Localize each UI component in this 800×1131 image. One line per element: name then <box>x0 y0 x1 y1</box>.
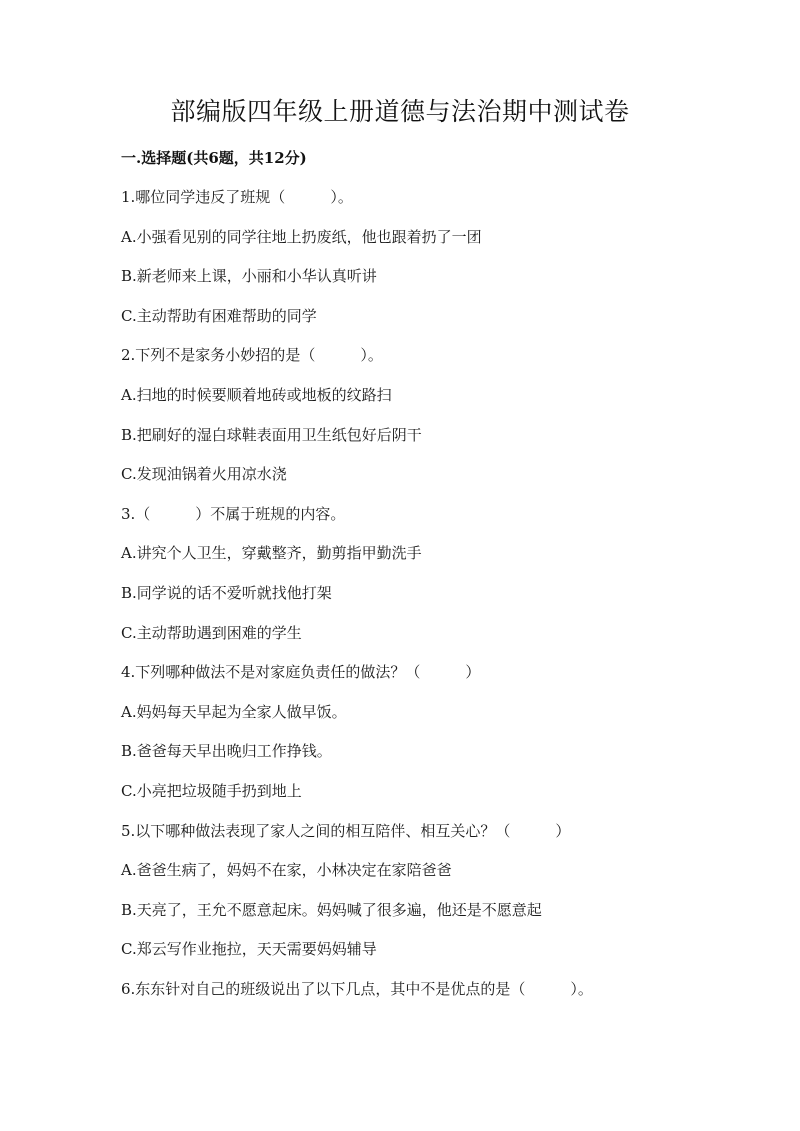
question-2-stem: 2.下列不是家务小妙招的是（ ）。 <box>121 346 383 365</box>
question-4-option-c: C.小亮把垃圾随手扔到地上 <box>121 781 302 800</box>
question-3-option-a: A.讲究个人卫生，穿戴整齐，勤剪指甲勤洗手 <box>121 544 422 563</box>
question-5-option-c: C.郑云写作业拖拉，天天需要妈妈辅导 <box>121 940 377 959</box>
question-1-option-c: C.主动帮助有困难帮助的同学 <box>121 306 317 325</box>
question-2-option-b: B.把刷好的湿白球鞋表面用卫生纸包好后阴干 <box>121 425 422 444</box>
section-heading: 一.选择题(共6题，共12分) <box>121 149 307 167</box>
question-3-stem: 3.（ ）不属于班规的内容。 <box>121 504 346 523</box>
question-5-stem: 5.以下哪种做法表现了家人之间的相互陪伴、相互关心？（ ） <box>121 821 571 840</box>
question-4-option-b: B.爸爸每天早出晚归工作挣钱。 <box>121 742 332 761</box>
question-5-option-b: B.天亮了，王允不愿意起床。妈妈喊了很多遍，他还是不愿意起 <box>121 900 542 919</box>
question-list <box>121 186 761 1017</box>
question-4-option-a: A.妈妈每天早起为全家人做早饭。 <box>121 702 347 721</box>
question-2-option-a: A.扫地的时候要顺着地砖或地板的纹路扫 <box>121 385 392 404</box>
question-6-stem: 6.东东针对自己的班级说出了以下几点，其中不是优点的是（ ）。 <box>121 979 593 998</box>
question-1-option-b: B.新老师来上课，小丽和小华认真听讲 <box>121 267 377 286</box>
question-4-stem: 4.下列哪种做法不是对家庭负责任的做法？（ ） <box>121 663 481 682</box>
question-3-option-c: C.主动帮助遇到困难的学生 <box>121 623 302 642</box>
question-1-option-a: A.小强看见别的同学往地上扔废纸，他也跟着扔了一团 <box>121 227 482 246</box>
exam-title: 部编版四年级上册道德与法治期中测试卷 <box>170 97 630 126</box>
question-1-stem: 1.哪位同学违反了班规（ ）。 <box>121 188 353 206</box>
question-3-option-b: B.同学说的话不爱听就找他打架 <box>121 583 332 602</box>
question-2-option-c: C.发现油锅着火用凉水浇 <box>121 465 287 484</box>
question-5-option-a: A.爸爸生病了，妈妈不在家，小林决定在家陪爸爸 <box>121 861 452 880</box>
